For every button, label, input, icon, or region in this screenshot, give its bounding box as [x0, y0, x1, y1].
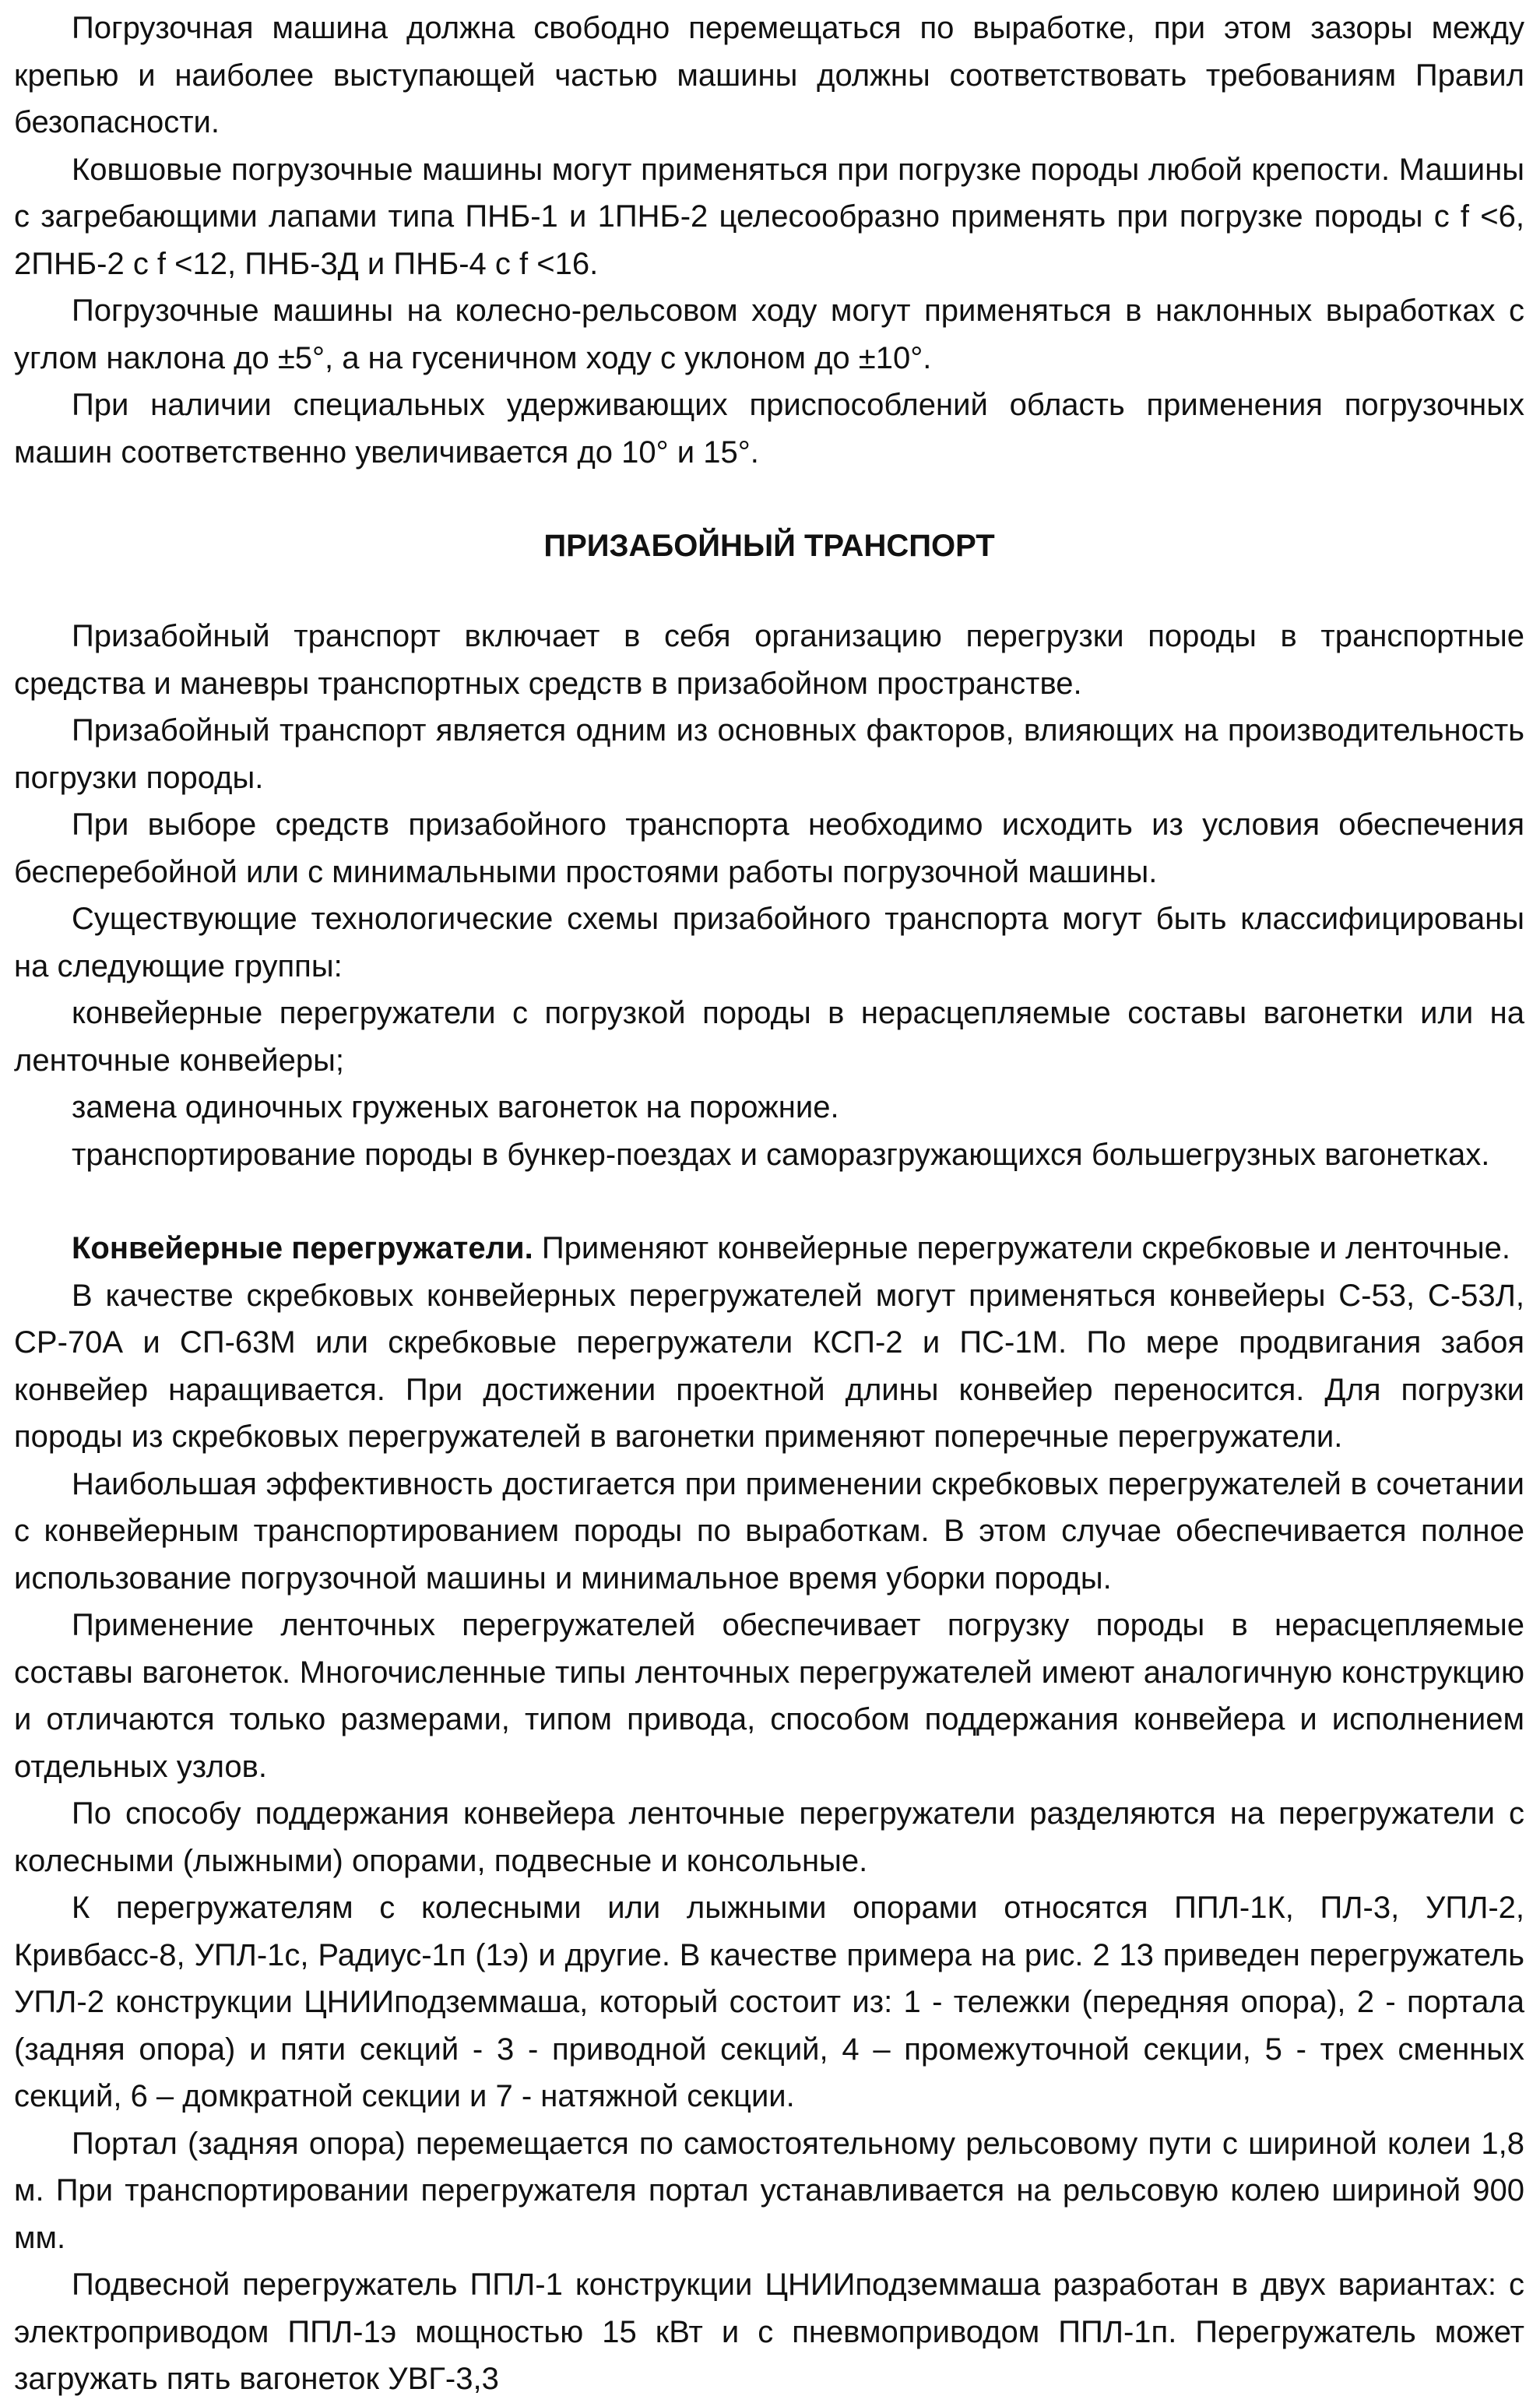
paragraph-support-types: По способу поддержания конвейера ленточные перегружатели разделяются на перегружатели с колесными (лыжными) опорами, подвесные и консольные.	[14, 1796, 1524, 1878]
spacer	[14, 1178, 1524, 1225]
paragraph-wheel-rail-loaders: Погрузочные машины на колесно-рельсовом ходу могут применяться в наклонных выработках с углом наклона до ±5°, а на гусеничном ходу с уклоном до ±10°.	[14, 294, 1524, 375]
paragraph-face-transport-definition: Призабойный транспорт включает в себя организацию перегрузки породы в транспортные средства и маневры транспортных средств в призабойном пространстве.	[14, 619, 1524, 701]
list-item-conveyor-loaders: конвейерные перегружатели с погрузкой породы в нерасцепляемые составы вагонетки или на ленточные конвейеры;	[14, 996, 1524, 1078]
paragraph-portal: Портал (задняя опора) перемещается по самостоятельному рельсовому пути с шириной колеи 1,8 м. При транспортировании перегружателя портал устанавливается на рельсовую колею шириной 900 мм.	[14, 2126, 1524, 2255]
paragraph-transport-selection: При выборе средств призабойного транспорта необходимо исходить из условия обеспечения бесперебойной или с минимальными простоями работы погрузочной машины.	[14, 807, 1524, 889]
paragraph-loader-clearance: Погрузочная машина должна свободно перемещаться по выработке, при этом зазоры между крепью и наиболее выступающей частью машины должны соответствовать требованиям Правил безопасности.	[14, 11, 1524, 139]
list-item-wagon-replacement: замена одиночных груженых вагонеток на порожние.	[72, 1090, 839, 1124]
spacer	[14, 476, 1524, 522]
paragraph-wheel-support-loaders: К перегружателям с колесными или лыжными опорами относятся ППЛ-1К, ПЛ-3, УПЛ-2, Кривбасс-8, УПЛ-1с, Радиус-1п (1э) и другие. В качестве примера на рис. 2 13 приведен перегружатель УПЛ-2 конструкции ЦНИИподземмаша, который состоит из: 1 - тележки (передняя опора), 2 - портала (задняя опора) и пяти секций - 3 - приводной секций, 4 – промежуточной секции, 5 - трех сменных секций, 6 – домкратной секции и 7 - натяжной секции.	[14, 1891, 1524, 2113]
paragraph-conveyor-loaders-intro	[14, 1225, 1524, 1272]
spacer	[14, 569, 1524, 613]
run-in-text: Применяют конвейерные перегружатели скребковые и ленточные.	[533, 1231, 1510, 1265]
list-item-bunker-trains: транспортирование породы в бункер-поездах и саморазгружающихся большегрузных вагонетках.	[72, 1137, 1490, 1172]
paragraph-bucket-loaders: Ковшовые погрузочные машины могут применяться при погрузке породы любой крепости. Машины с загребающими лапами типа ПНБ-1 и 1ПНБ-2 целесообразно применять при погрузке породы с f <6, 2ПНБ-2 с f <12, ПНБ-3Д и ПНБ-4 с f <16.	[14, 152, 1524, 281]
run-in-heading: Конвейерные перегружатели.	[72, 1231, 533, 1265]
paragraph-scheme-classification: Существующие технологические схемы призабойного транспорта могут быть классифицированы на следующие группы:	[14, 902, 1524, 983]
paragraph-belt-loaders: Применение ленточных перегружателей обеспечивает погрузку породы в нерасцепляемые составы вагонеток. Многочисленные типы ленточных перегружателей имеют аналогичную конструкцию и отличаются только размерами, типом привода, способом поддержания конвейера и исполнением отдельных узлов.	[14, 1608, 1524, 1784]
section-heading: ПРИЗАБОЙНЫЙ ТРАНСПОРТ	[543, 529, 995, 563]
paragraph-efficiency: Наибольшая эффективность достигается при применении скребковых перегружателей в сочетании с конвейерным транспортированием породы по выработкам. В этом случае обеспечивается полное использование погрузочной машины и минимальное время уборки породы.	[14, 1466, 1524, 1596]
paragraph-scraper-loaders: В качестве скребковых конвейерных перегружателей могут применяться конвейеры С-53, С-53Л, СР-70А и СП-63М или скребковые перегружатели КСП-2 и ПС-1М. По мере продвигания забоя конвейер наращивается. При достижении проектной длины конвейер переносится. Для погрузки породы из скребковых перегружателей в вагонетки применяют поперечные перегружатели.	[14, 1278, 1524, 1454]
paragraph-face-transport-factor: Призабойный транспорт является одним из основных факторов, влияющих на производительность погрузки породы.	[14, 713, 1524, 795]
paragraph-holding-devices: При наличии специальных удерживающих приспособлений область применения погрузочных машин соответственно увеличивается до 10° и 15°.	[14, 388, 1524, 470]
paragraph-suspended-loader: Подвесной перегружатель ППЛ-1 конструкции ЦНИИподземмаша разработан в двух вариантах: с электроприводом ППЛ-1э мощностью 15 кВт и с пневмоприводом ППЛ-1п. Перегружатель может загружать пять вагонеток УВГ-3,3	[14, 2268, 1524, 2396]
